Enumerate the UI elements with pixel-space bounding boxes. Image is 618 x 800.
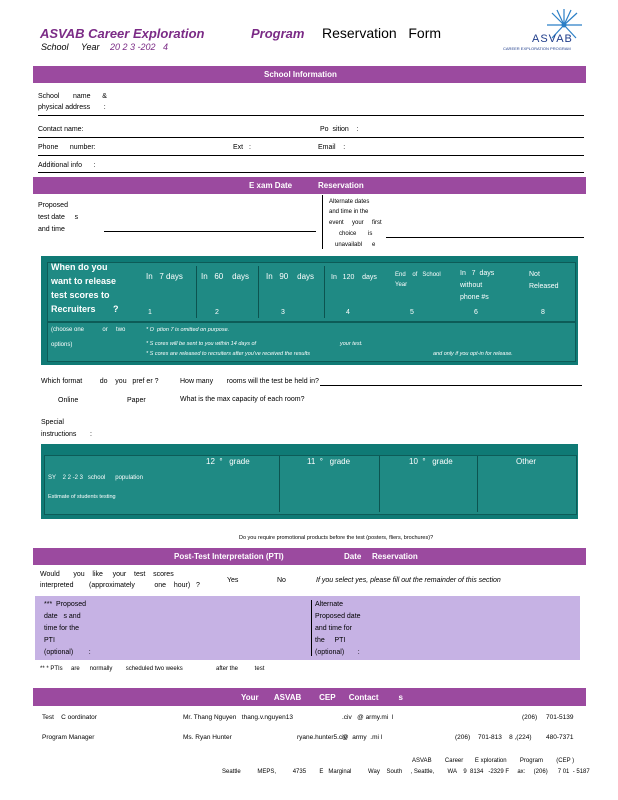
pti-alt-1: Alternate — [315, 601, 344, 608]
footer-org: ASVAB Career E xploration Program (CEP ) — [412, 758, 575, 764]
grade-10-header: 10 ° grade — [409, 457, 453, 466]
option-label-3[interactable]: In 90 days — [266, 272, 315, 281]
school-info-bar-title: School Information — [264, 70, 337, 79]
estimate-row-label: Estimate of students testing — [48, 494, 116, 500]
option-divider-3 — [324, 266, 325, 318]
title-form: Reservation Form — [322, 25, 442, 41]
contact-role-1: Test C oordinator — [42, 714, 97, 721]
rooms-question: How many rooms will the test be held in? — [180, 378, 319, 385]
contact-email-1[interactable]: .civ @ army.mi l — [342, 714, 394, 721]
pti-proposed-5: (optional) : — [44, 649, 91, 656]
phone-label: Phone number: — [38, 144, 96, 151]
option-label-6c: phone #s — [460, 294, 489, 301]
contact-area-1: (206) — [522, 714, 538, 721]
pti-alt-5: (optional) : — [315, 649, 360, 656]
exam-date-bar-right: Reservation — [318, 181, 364, 190]
pti-alt-3: and time for — [315, 625, 352, 632]
alternate-date-line[interactable] — [386, 237, 584, 238]
contact-name-1: Mr. Thang Nguyen thang.v.nguyen13 — [183, 714, 293, 721]
proposed-date-label-3: and time — [38, 226, 65, 233]
school-address-line[interactable] — [38, 115, 584, 116]
option-label-5[interactable]: End of School — [395, 272, 441, 278]
release-note-2: * S cores will be sent to you within 14 days of — [146, 341, 257, 347]
option-num-7: 8 — [541, 309, 545, 316]
pti-no[interactable]: No — [277, 577, 286, 584]
alternate-date-label-4: choice is — [339, 231, 373, 237]
option-label-6b: without — [460, 282, 483, 289]
contact-email-2[interactable]: ryane.hunter5.civ — [297, 734, 347, 741]
proposed-date-line[interactable] — [104, 231, 316, 232]
release-question-1: When do you — [51, 262, 108, 272]
pti-proposed-3: time for the — [44, 625, 80, 632]
proposed-date-label-1: Proposed — [38, 202, 68, 209]
special-instructions-label-2: instructions : — [41, 431, 92, 438]
additional-info-label: Additional info : — [38, 162, 96, 169]
school-info-bar — [33, 66, 586, 83]
contacts-bar — [33, 688, 586, 706]
option-label-6[interactable]: In 7 days — [460, 270, 495, 277]
release-question-3: test scores to — [51, 290, 110, 300]
pti-divider — [311, 600, 312, 656]
phone-line[interactable] — [38, 155, 584, 156]
capacity-question: What is the max capacity of each room? — [180, 396, 305, 403]
pti-bar-mid: Date — [344, 552, 362, 561]
option-num-4: 4 — [346, 309, 350, 316]
release-note-1: * O ption 7 is omitted on purpose. — [146, 327, 230, 333]
alternate-date-label-1: Alternate dates — [329, 199, 370, 205]
option-label-7[interactable]: Not — [529, 271, 540, 278]
option-label-1[interactable]: In 7 days — [146, 272, 183, 281]
option-label-5b: Year — [395, 282, 408, 288]
format-paper[interactable]: Paper — [127, 397, 146, 404]
position-label: Po sition : — [320, 126, 359, 133]
grade-11-header: 11 ° grade — [307, 457, 351, 466]
pti-date-panel — [35, 596, 580, 660]
footer-address: Seattle MEPS, 4735 E Marginal Way South , Seattle, WA 9 8134 -2329 F ax: (206) 7 01 - 5187 — [222, 769, 590, 775]
pti-yes[interactable]: Yes — [227, 577, 239, 584]
pti-proposed-4: PTI — [44, 637, 55, 644]
option-label-4[interactable]: In 120 days — [331, 274, 377, 281]
pti-if-yes-note: If you select yes, please fill out the remainder of this section — [316, 577, 501, 584]
pti-alt-4: the PTI — [315, 637, 346, 644]
grade-divider-2 — [379, 456, 380, 512]
title-program: Program — [251, 26, 305, 41]
year-value[interactable]: 20 2 3 -202 4 — [110, 42, 169, 52]
logo-subtext: CAREER EXPLORATION PROGRAM — [503, 46, 571, 51]
format-question: Which format do you pref er ? — [41, 378, 159, 385]
grade-divider-3 — [477, 456, 478, 512]
pti-footnote-b: after the test — [216, 666, 265, 672]
option-num-5: 5 — [410, 309, 414, 316]
proposed-date-label-2: test date s — [38, 214, 79, 221]
additional-info-line[interactable] — [38, 172, 584, 173]
pti-footnote-a: ** * PTIs are normally scheduled two weeks — [40, 666, 183, 672]
year-label: Year — [81, 42, 100, 52]
choose-options-label-2: options) — [51, 342, 73, 348]
contact-email-2b[interactable]: @ army .mi l — [342, 734, 383, 741]
option-divider-1 — [196, 266, 197, 318]
contact-name-line[interactable] — [38, 137, 584, 138]
contact-phone-1: 701-5139 — [546, 714, 574, 721]
alternate-date-label-5: unavailabl e — [335, 242, 376, 248]
pti-alt-2: Proposed date — [315, 613, 361, 620]
score-release-options-box — [47, 262, 576, 322]
choose-options-label-1: (choose one or two — [51, 327, 126, 333]
rooms-answer-line[interactable] — [320, 385, 582, 386]
option-num-2: 2 — [215, 309, 219, 316]
exam-date-bar — [33, 177, 586, 194]
school-name-label: School name & — [38, 93, 107, 100]
pti-proposed-1: *** Proposed — [44, 601, 87, 608]
release-question-2: want to release — [51, 276, 117, 286]
alternate-date-label-2: and time in the — [329, 209, 369, 215]
population-row-label: SY 2 2 -2 3 school population — [48, 475, 143, 481]
format-online[interactable]: Online — [58, 397, 79, 404]
contacts-bar-title: Your ASVAB CEP Contact s — [241, 693, 403, 702]
option-divider-2 — [258, 266, 259, 318]
release-question-4: Recruiters ? — [51, 304, 119, 314]
grade-other-header: Other — [516, 457, 537, 466]
pti-question-1: Would you like your test scores — [40, 571, 174, 578]
pti-bar — [33, 548, 586, 565]
contact-phone-2b: 480-7371 — [546, 734, 574, 741]
option-label-2[interactable]: In 60 days — [201, 272, 250, 281]
contact-name-label: Contact name: — [38, 126, 84, 133]
option-num-6: 6 — [474, 309, 478, 316]
pti-bar-right: Reservation — [372, 552, 418, 561]
grade-divider-1 — [279, 456, 280, 512]
exam-date-divider — [322, 195, 323, 249]
contact-name-2: Ms. Ryan Hunter — [183, 734, 232, 741]
release-note-3b: your test. — [340, 341, 363, 347]
option-label-7b: Released — [529, 283, 559, 290]
exam-date-bar-left: E xam Date — [249, 181, 293, 190]
email-label: Email : — [318, 144, 346, 151]
grade-12-header: 12 ° grade — [206, 457, 250, 466]
asvab-logo — [500, 6, 590, 52]
school-address-label: physical address : — [38, 104, 106, 111]
logo-text: ASVAB — [532, 33, 573, 45]
ext-label: Ext : — [233, 144, 251, 151]
pti-bar-left: Post-Test Interpretation (PTI) — [174, 552, 284, 561]
pti-proposed-2: date s and — [44, 613, 81, 620]
title-left: ASVAB Career Exploration — [40, 26, 205, 41]
option-num-3: 3 — [281, 309, 285, 316]
release-note-3: * S cores are released to recruiters after you've received the results — [146, 351, 310, 357]
release-note-3c: and only if you opt-in for release. — [433, 351, 513, 357]
pti-question-2: interpreted (approximately one hour) ? — [40, 582, 200, 589]
promo-question: Do you require promotional products before the test (posters, fliers, brochures)? — [239, 535, 434, 541]
contact-area-2: (206) — [455, 734, 471, 741]
contact-phone-2: 701-813 8 ,(224) — [478, 734, 532, 741]
contact-role-2: Program Manager — [42, 734, 95, 741]
special-instructions-label-1: Special — [41, 419, 64, 426]
option-num-1: 1 — [148, 309, 152, 316]
alternate-date-label-3: event your first — [329, 220, 382, 226]
school-label: School — [41, 42, 69, 52]
